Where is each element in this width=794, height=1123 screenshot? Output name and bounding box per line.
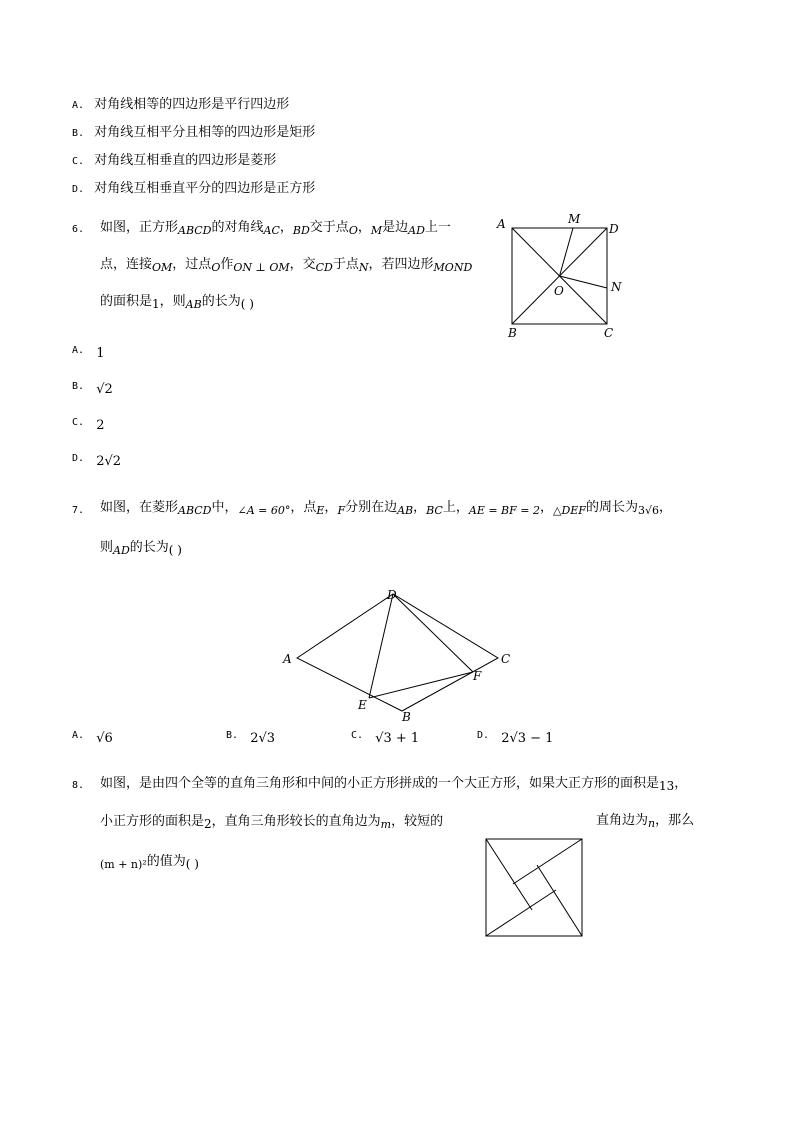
option-text: 对角线相等的四边形是平行四边形 bbox=[94, 97, 290, 112]
triangle-line-1 bbox=[486, 839, 532, 910]
q7-line-2: 则$_{AD}$的长为( ) bbox=[100, 540, 182, 557]
triangle-line-2 bbox=[513, 839, 582, 884]
segment-ef bbox=[369, 672, 473, 698]
label-b: B bbox=[508, 326, 517, 340]
q5-option-b bbox=[72, 124, 315, 143]
q6-option-c: $^{C.}$ 2 bbox=[72, 417, 105, 433]
option-text: 对角线互相平分且相等的四边形是矩形 bbox=[94, 125, 316, 140]
segment-on bbox=[560, 276, 608, 288]
q7-option-a: $^{A.}$ √6 bbox=[72, 730, 113, 746]
q8-line-2b: 直角边为$_n$，那么 bbox=[596, 813, 695, 830]
label-a: A bbox=[497, 217, 506, 231]
label-d: D bbox=[387, 588, 397, 602]
q6-line-2: 点，连接$_{OM}$，过点$_O$作$_{ON \perp OM}$，交$_{CD}$于点$_N$，若四边形$_{MOND}$ bbox=[100, 257, 473, 274]
q7-option-b: $^{B.}$ 2√3 bbox=[226, 730, 276, 746]
rhombus-abcd bbox=[297, 594, 498, 711]
triangle-line-3 bbox=[537, 865, 582, 936]
q6-square-figure bbox=[490, 205, 640, 345]
label-b: B bbox=[402, 710, 411, 724]
q5-option-d bbox=[72, 180, 315, 199]
option-letter: D. bbox=[72, 184, 85, 195]
option-letter: B. bbox=[72, 128, 85, 139]
label-m: M bbox=[568, 212, 581, 226]
q7-number: 7. bbox=[72, 505, 85, 516]
option-text: 对角线互相垂直平分的四边形是正方形 bbox=[94, 181, 316, 196]
label-n: N bbox=[611, 280, 622, 294]
q8-square-figure bbox=[480, 833, 590, 943]
label-f: F bbox=[473, 669, 482, 683]
option-letter: C. bbox=[72, 156, 85, 167]
q6-option-a: $^{A.}$ 1 bbox=[72, 345, 105, 361]
q7-option-c: $^{C.}$ √3 + 1 bbox=[351, 730, 420, 746]
q7-option-d: $^{D.}$ 2√3 − 1 bbox=[477, 730, 554, 746]
q6-option-d: $^{D.}$ 2√2 bbox=[72, 453, 122, 469]
label-a: A bbox=[283, 652, 292, 666]
q7-rhombus-figure bbox=[280, 580, 520, 725]
q8-line-3: $_{(m + n)^2}$的值为( ) bbox=[100, 854, 199, 871]
q8-line-2a: 小正方形的面积是2，直角三角形较长的直角边为$_m$，较短的 bbox=[100, 814, 444, 831]
q5-option-c bbox=[72, 152, 276, 171]
label-o: O bbox=[554, 284, 564, 298]
label-e: E bbox=[358, 698, 367, 712]
label-c: C bbox=[501, 652, 511, 666]
q8-line-1: 如图，是由四个全等的直角三角形和中间的小正方形拼成的一个大正方形，如果大正方形的面积是13， bbox=[100, 776, 688, 793]
label-d: D bbox=[609, 222, 619, 236]
option-letter: A. bbox=[72, 100, 85, 111]
q5-option-a bbox=[72, 96, 289, 115]
q6-option-b: $^{B.}$ √2 bbox=[72, 381, 113, 397]
segment-df bbox=[393, 594, 473, 672]
big-square bbox=[486, 839, 582, 936]
q8-number: 8. bbox=[72, 780, 85, 791]
option-text: 对角线互相垂直的四边形是菱形 bbox=[94, 153, 277, 168]
q7-line-1: 如图，在菱形$_{ABCD}$中，$_{\angle A = 60^\circ}$，点$_E$，$_F$分别在边$_{AB}$，$_{BC}$上，$_{AE = BF = 2}$，$_{\triangle DEF}$的周长为$_{3√6}$， bbox=[100, 500, 672, 517]
q6-number: 6. bbox=[72, 224, 85, 235]
triangle-line-4 bbox=[486, 890, 556, 936]
q6-line-1: 如图，正方形$_{ABCD}$的对角线$_{AC}$，$_{BD}$交于点$_O$，$_M$是边$_{AD}$上一 bbox=[100, 220, 451, 237]
label-c: C bbox=[604, 326, 614, 340]
segment-de bbox=[369, 594, 393, 698]
q6-line-3: 的面积是1，则$_{AB}$的长为( ) bbox=[100, 294, 254, 311]
